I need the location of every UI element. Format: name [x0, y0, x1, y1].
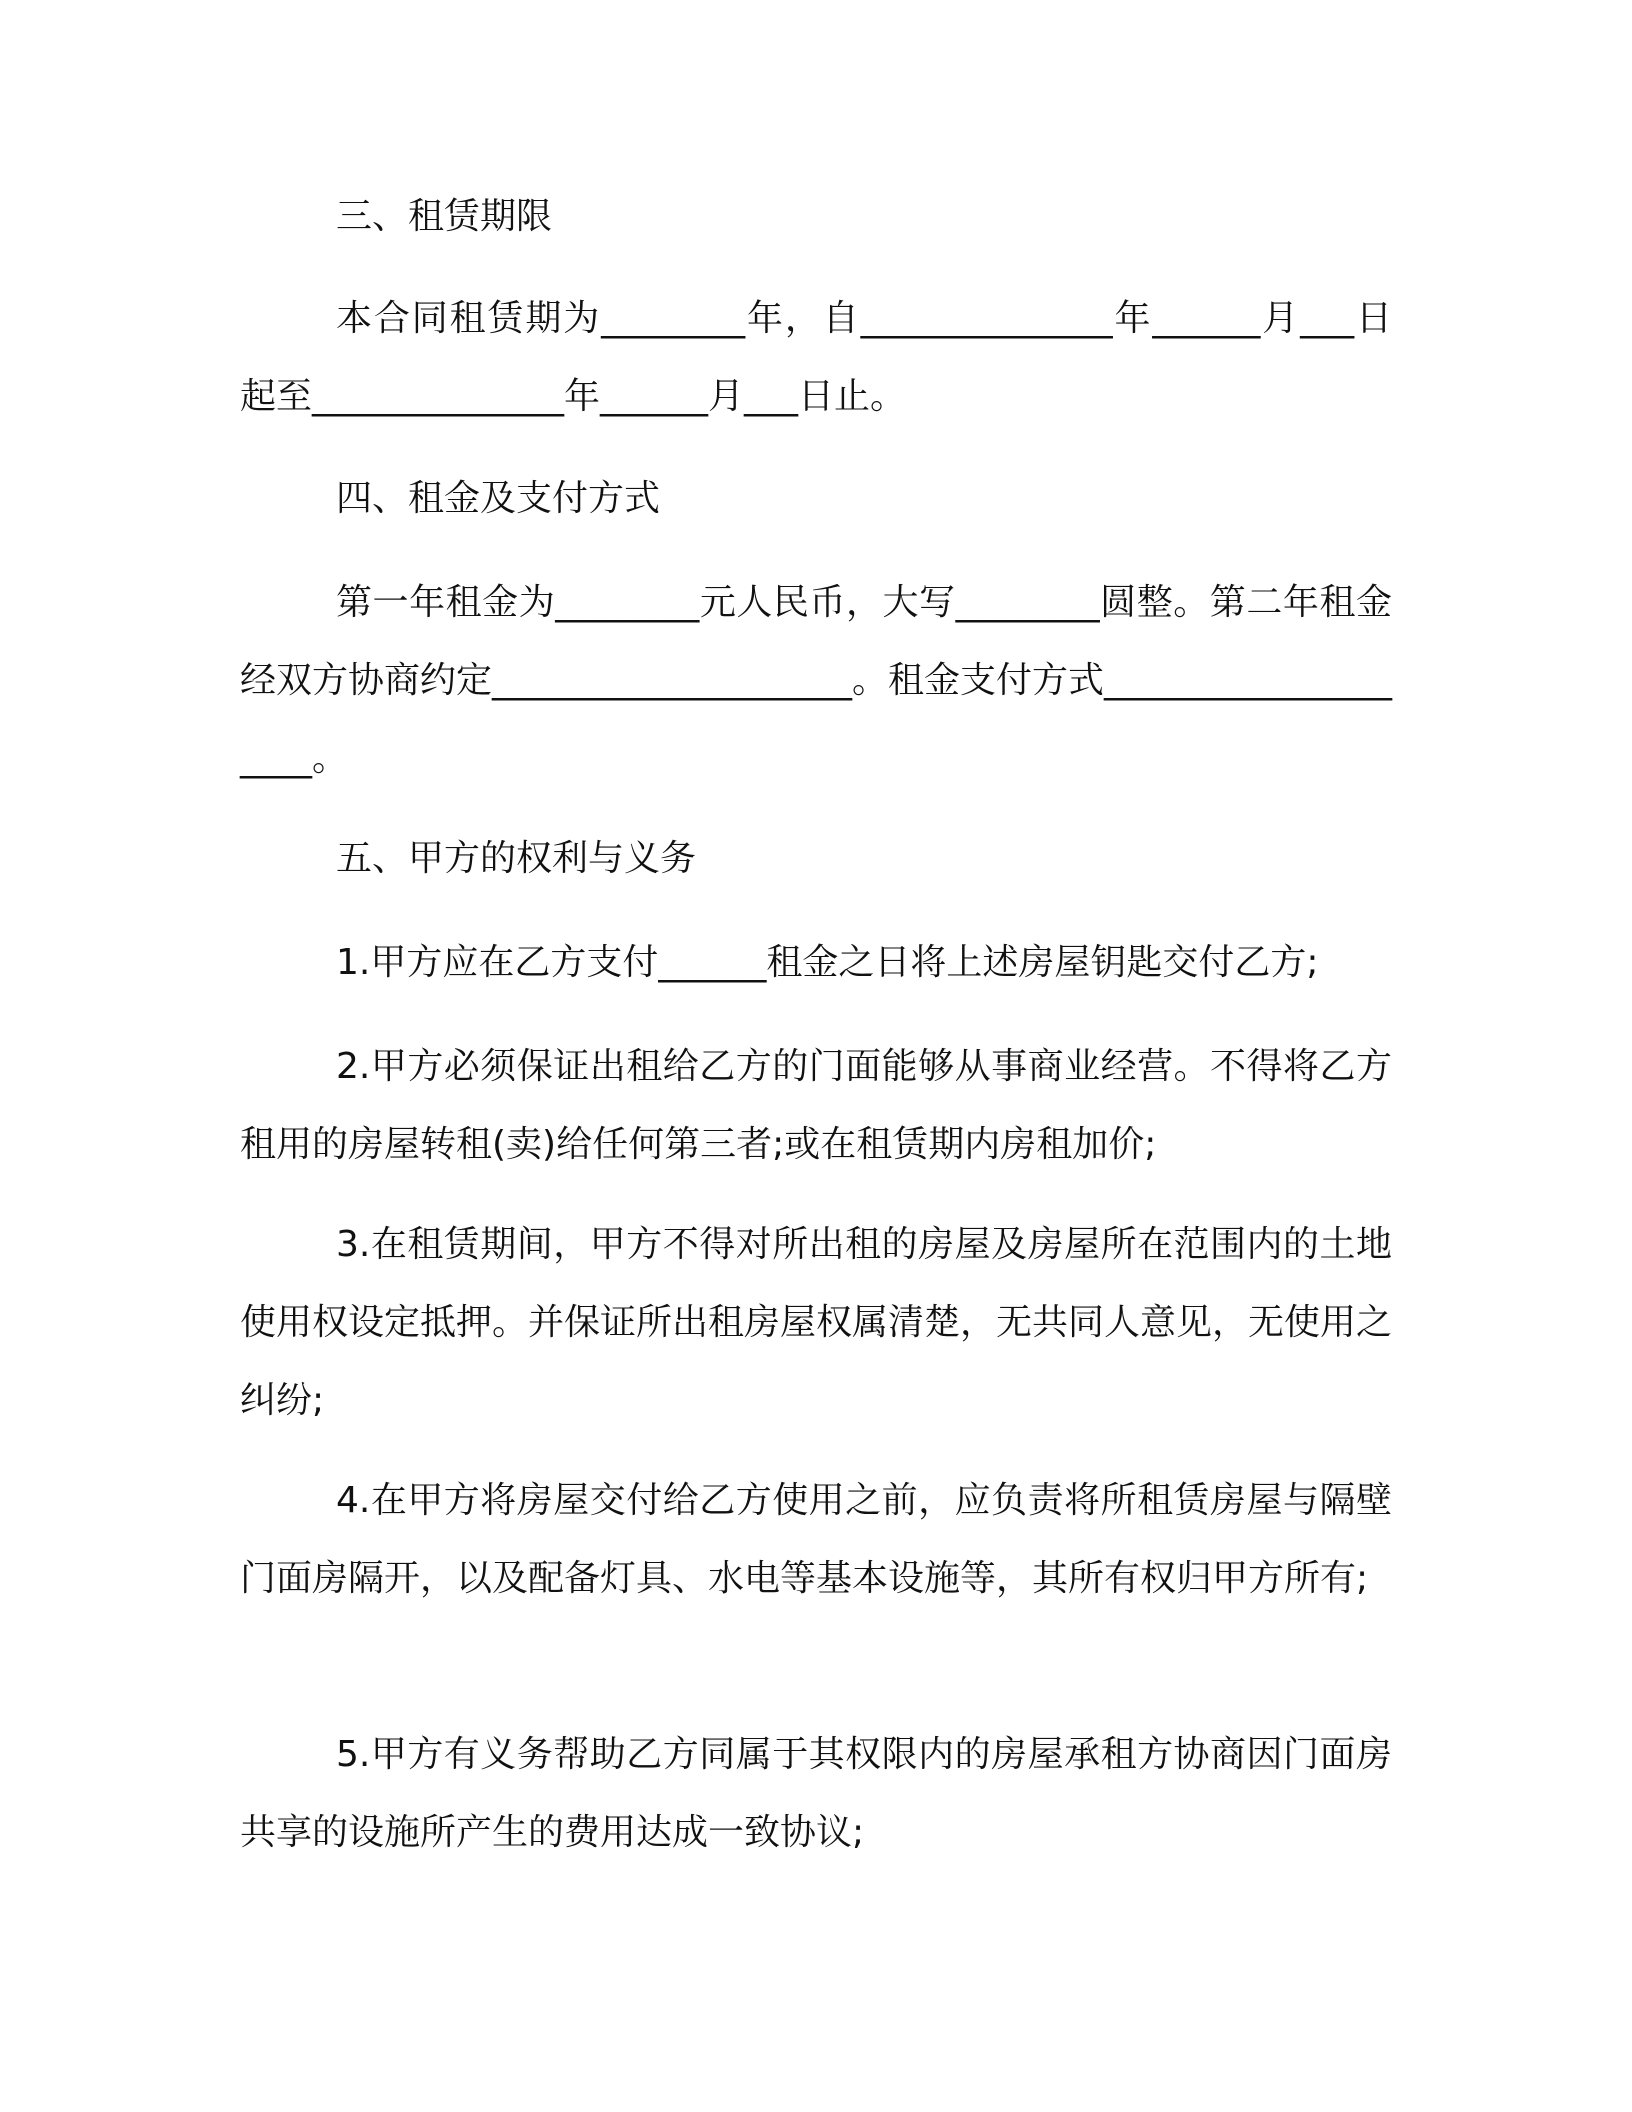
clause-5: 5.甲方有义务帮助乙方同属于其权限内的房屋承租方协商因门面房共享的设施所产生的费用达成一致协议; [240, 1734, 1392, 1853]
paragraph-lease-term: 本合同租赁期为________年，自______________年______月___日起至______________年______月___日止。 [240, 298, 1392, 417]
document-page [240, 0, 1392, 2112]
clause-2: 2.甲方必须保证出租给乙方的门面能够从事商业经营。不得将乙方租用的房屋转租(卖)给任何第三者;或在租赁期内房租加价; [240, 1046, 1392, 1165]
clause-4: 4.在甲方将房屋交付给乙方使用之前，应负责将所租赁房屋与隔壁门面房隔开，以及配备灯具、水电等基本设施等，其所有权归甲方所有; [240, 1480, 1392, 1599]
section-heading-rent-payment: 四、租金及支付方式 [336, 478, 661, 519]
clause-3: 3.在租赁期间，甲方不得对所出租的房屋及房屋所在范围内的土地使用权设定抵押。并保证所出租房屋权属清楚，无共同人意见，无使用之纠纷; [240, 1224, 1393, 1421]
clause-1: 1.甲方应在乙方支付______租金之日将上述房屋钥匙交付乙方; [336, 942, 1319, 983]
paragraph-rent-payment: 第一年租金为________元人民币，大写________圆整。第二年租金经双方协商约定____________________。租金支付方式____________________。 [240, 582, 1393, 779]
section-heading-party-a-rights: 五、甲方的权利与义务 [336, 838, 697, 879]
section-heading-lease-term: 三、租赁期限 [336, 196, 553, 237]
